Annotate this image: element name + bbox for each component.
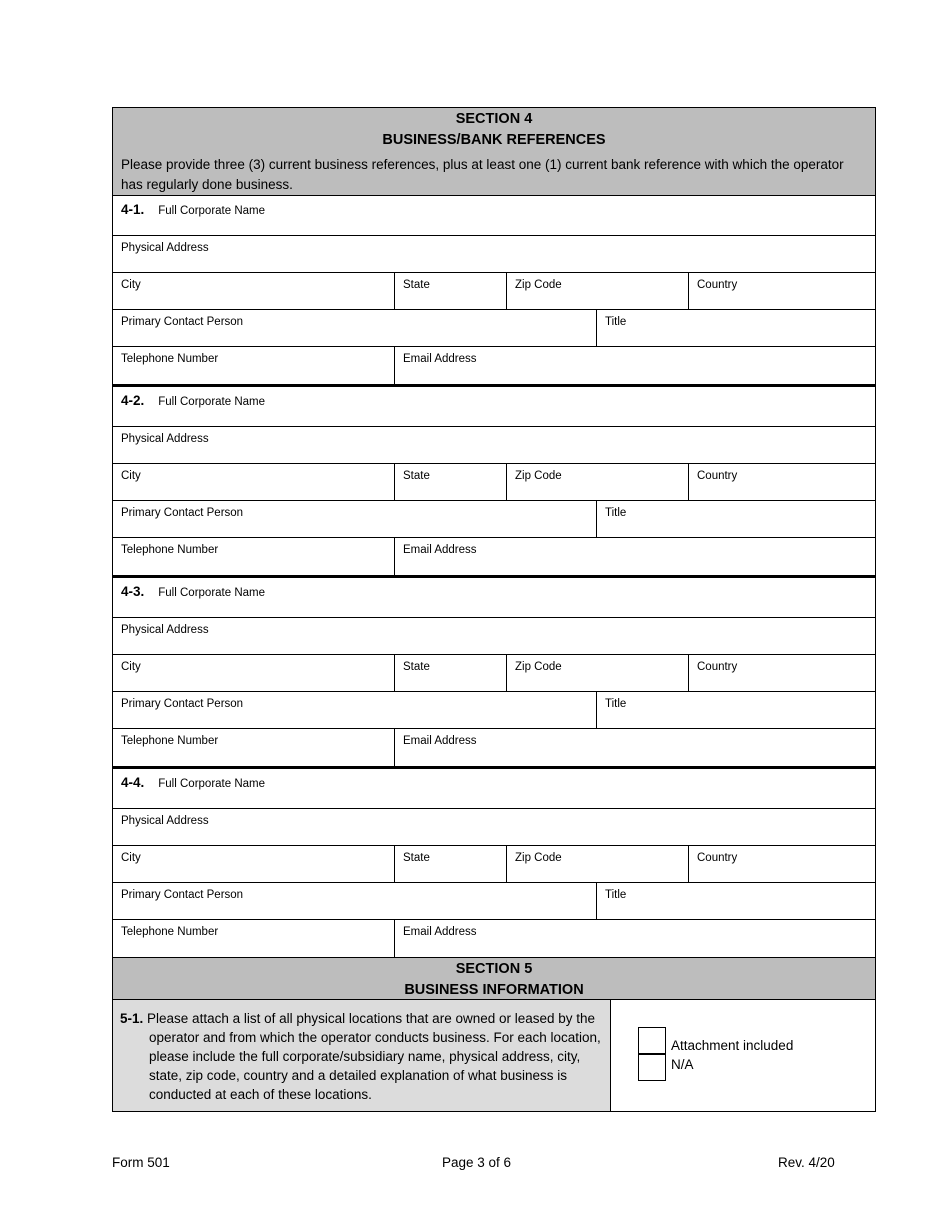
reference-number: 4-1. (121, 202, 145, 217)
title-field[interactable]: Title (596, 692, 875, 728)
field-label: Full Corporate Name (158, 587, 265, 599)
item-number: 5-1. (120, 1011, 144, 1026)
state-field[interactable]: State (394, 655, 506, 691)
country-field[interactable]: Country (688, 273, 875, 309)
email-field[interactable]: Email Address (394, 347, 875, 384)
section-4-intro: Please provide three (3) current business references, plus at least one (1) current bank reference with which the operator has regularly done business. (121, 157, 844, 192)
country-field[interactable]: Country (688, 655, 875, 691)
full-corporate-name-field[interactable] (113, 196, 875, 235)
section-4-title: SECTION 4 (455, 111, 533, 127)
physical-address-field[interactable]: Physical Address (121, 624, 209, 636)
full-corporate-name-field[interactable] (113, 578, 875, 617)
zip-code-field[interactable]: Zip Code (506, 655, 688, 691)
title-field[interactable]: Title (596, 501, 875, 537)
zip-code-field[interactable]: Zip Code (506, 464, 688, 500)
section-4-header (113, 108, 875, 196)
primary-contact-field[interactable]: Primary Contact Person (121, 889, 244, 901)
field-label: Full Corporate Name (158, 778, 265, 790)
reference-group-4-3 (113, 578, 875, 769)
form-table (112, 107, 876, 1112)
attachment-included-label: Attachment included (671, 1038, 794, 1053)
city-field[interactable]: City (121, 661, 141, 673)
primary-contact-field[interactable]: Primary Contact Person (121, 507, 244, 519)
physical-address-field[interactable]: Physical Address (121, 815, 209, 827)
reference-number: 4-2. (121, 393, 145, 408)
section-4-subtitle: BUSINESS/BANK REFERENCES (382, 132, 606, 148)
zip-code-field[interactable]: Zip Code (506, 846, 688, 882)
physical-address-field[interactable]: Physical Address (121, 242, 209, 254)
state-field[interactable]: State (394, 464, 506, 500)
footer-revision: Rev. 4/20 (778, 1155, 835, 1170)
section-5-subtitle: BUSINESS INFORMATION (404, 982, 584, 998)
city-field[interactable]: City (121, 470, 141, 482)
telephone-field[interactable]: Telephone Number (121, 926, 219, 938)
telephone-field[interactable]: Telephone Number (121, 735, 219, 747)
section-5-body (113, 1000, 875, 1111)
reference-number: 4-4. (121, 775, 145, 790)
email-field[interactable]: Email Address (394, 920, 875, 957)
attachment-included-checkbox[interactable] (638, 1027, 666, 1054)
reference-group-4-1 (113, 196, 875, 387)
section-5-header (113, 957, 875, 1000)
title-field[interactable]: Title (596, 883, 875, 919)
email-field[interactable]: Email Address (394, 538, 875, 575)
reference-group-4-4 (113, 769, 875, 957)
section-5-title: SECTION 5 (455, 961, 533, 977)
state-field[interactable]: State (394, 846, 506, 882)
reference-number: 4-3. (121, 584, 145, 599)
city-field[interactable]: City (121, 279, 141, 291)
item-text: Please attach a list of all physical locations that are owned or leased by the operator and from which the operator conducts business. For each location, please include the full corporate/subsidiary name, physical address, city, state, zip code, country and a detailed explanation of what business is conducted at each of these locations. (147, 1011, 601, 1102)
primary-contact-field[interactable]: Primary Contact Person (121, 698, 244, 710)
section-5-instructions (113, 1000, 611, 1111)
title-field[interactable]: Title (596, 310, 875, 346)
email-field[interactable]: Email Address (394, 729, 875, 766)
physical-address-field[interactable]: Physical Address (121, 433, 209, 445)
field-label: Full Corporate Name (158, 205, 265, 217)
primary-contact-field[interactable]: Primary Contact Person (121, 316, 244, 328)
footer-page-number: Page 3 of 6 (442, 1155, 512, 1170)
reference-group-4-2 (113, 387, 875, 578)
footer-form-number: Form 501 (112, 1155, 170, 1170)
na-label: N/A (671, 1057, 694, 1072)
full-corporate-name-field[interactable] (113, 769, 875, 808)
telephone-field[interactable]: Telephone Number (121, 544, 219, 556)
city-field[interactable]: City (121, 852, 141, 864)
field-label: Full Corporate Name (158, 396, 265, 408)
section-5-options (611, 1000, 875, 1111)
full-corporate-name-field[interactable] (113, 387, 875, 426)
state-field[interactable]: State (394, 273, 506, 309)
zip-code-field[interactable]: Zip Code (506, 273, 688, 309)
na-checkbox[interactable] (638, 1054, 666, 1081)
country-field[interactable]: Country (688, 464, 875, 500)
country-field[interactable]: Country (688, 846, 875, 882)
telephone-field[interactable]: Telephone Number (121, 353, 219, 365)
